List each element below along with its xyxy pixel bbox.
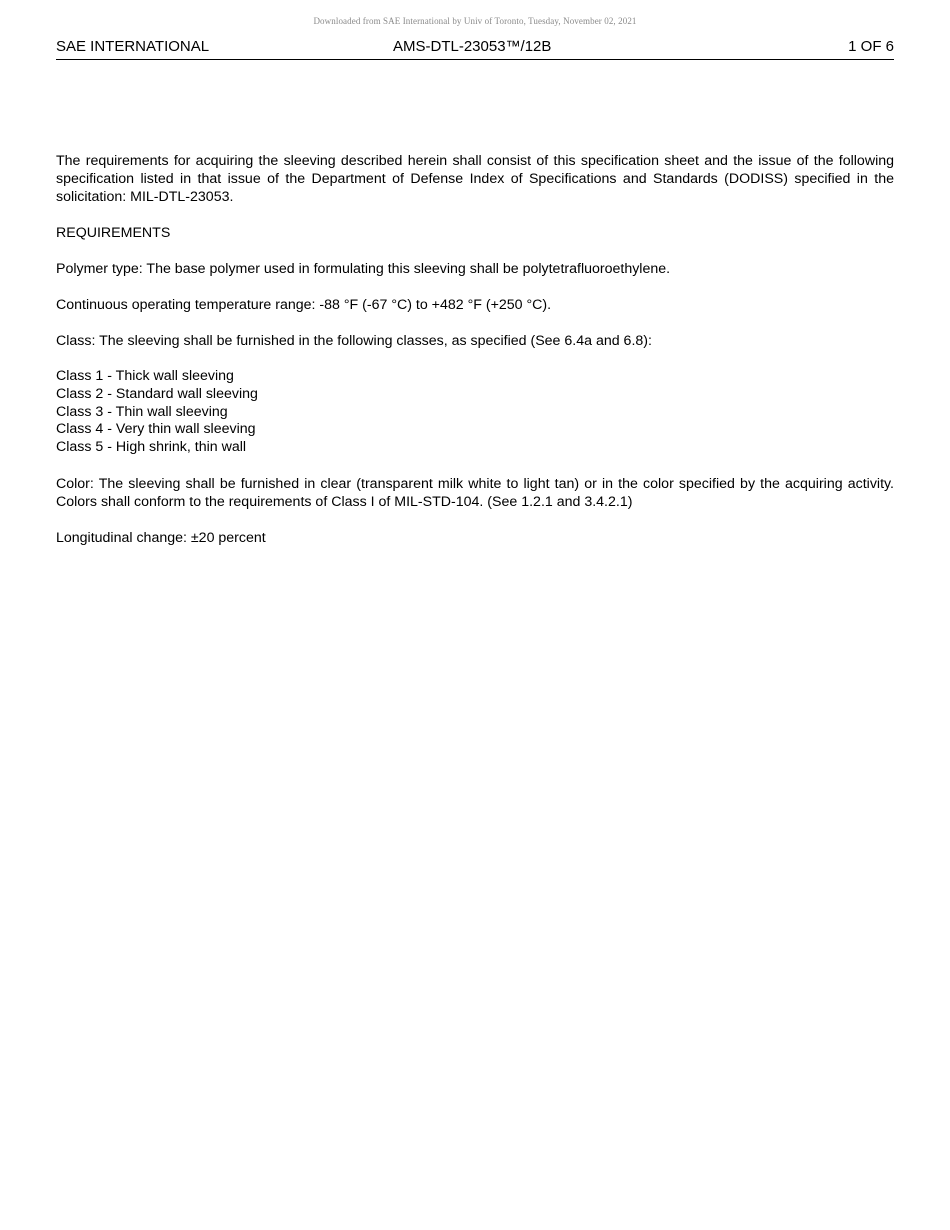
longitudinal-change-paragraph: Longitudinal change: ±20 percent <box>56 529 266 546</box>
color-paragraph: Color: The sleeving shall be furnished in clear (transparent milk white to light tan) or in the color specified by the acquiring activity. Colors shall conform to the requirements of Class I of MIL-STD-104. (See 1.2.1 and 3.4.2.1) <box>56 475 894 510</box>
page-number: 1 OF 6 <box>848 38 894 55</box>
class-item-1: Class 1 - Thick wall sleeving <box>56 368 234 384</box>
polymer-type-paragraph: Polymer type: The base polymer used in formulating this sleeving shall be polytetrafluoroethylene. <box>56 261 671 277</box>
publisher-name: SAE INTERNATIONAL <box>56 38 210 55</box>
class-intro-paragraph: Class: The sleeving shall be furnished in the following classes, as specified (See 6.4a and 6.8): <box>56 333 652 349</box>
document-body <box>56 152 894 565</box>
temperature-range-paragraph: Continuous operating temperature range: -88 °F (-67 °C) to +482 °F (+250 °C). <box>56 297 552 313</box>
requirements-heading: REQUIREMENTS <box>56 225 171 241</box>
download-watermark: Downloaded from SAE International by Univ of Toronto, Tuesday, November 02, 2021 <box>313 16 637 26</box>
class-item-2: Class 2 - Standard wall sleeving <box>56 385 258 402</box>
document-number: AMS-DTL-23053™/12B <box>393 38 552 55</box>
class-item-4: Class 4 - Very thin wall sleeving <box>56 421 256 438</box>
class-item-3: Class 3 - Thin wall sleeving <box>56 403 228 420</box>
class-list <box>56 368 894 457</box>
class-item-5: Class 5 - High shrink, thin wall <box>56 439 247 456</box>
intro-paragraph: The requirements for acquiring the sleeving described herein shall consist of this specification sheet and the issue of the following specification listed in that issue of the Department of Defense Index of Specifications and Standards (DODISS) specified in the solicitation: MIL-DTL-23053. <box>56 153 894 205</box>
page-header <box>56 38 894 60</box>
